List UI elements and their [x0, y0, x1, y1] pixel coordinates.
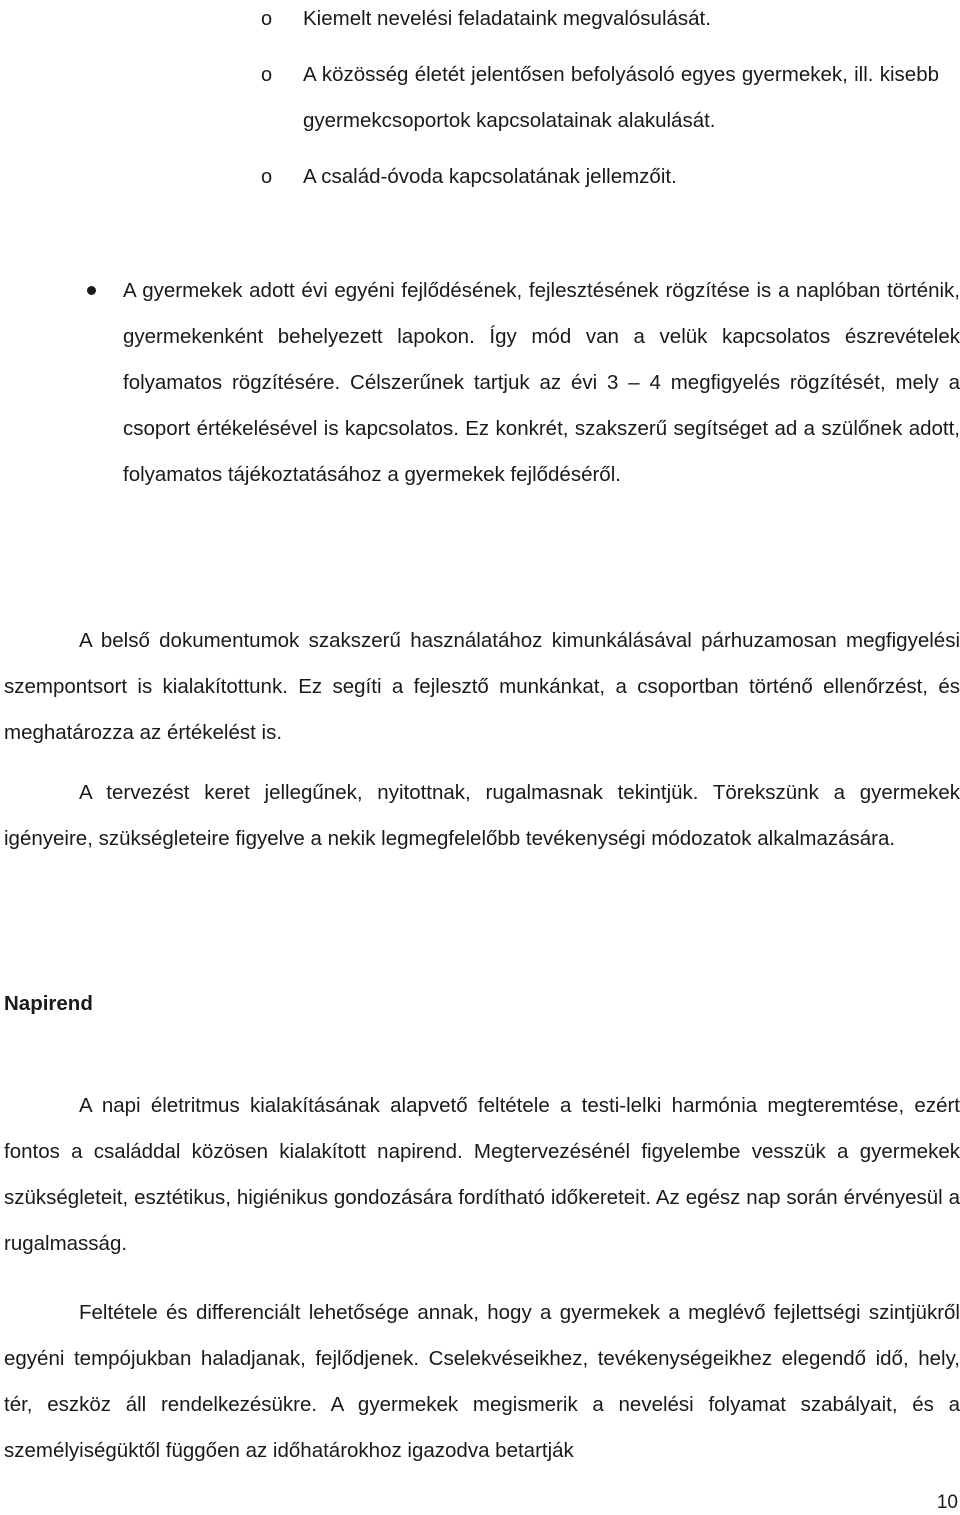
section-heading: Napirend: [4, 992, 93, 1015]
body-paragraph: A napi életritmus kialakításának alapvető feltétele a testi-lelki harmónia megteremtése, ezért fontos a családdal közösen kialakított napirend. Megtervezésénél figyelembe vesszük a gyermekek szükségleteit, esztétikus, higiénikus gondozására fordítható időkereteit. Az egész nap során érvényesül a rugalmasság.: [4, 1094, 960, 1255]
bullet-dot-icon: [87, 286, 96, 295]
circle-bullet-icon: o: [261, 166, 273, 188]
bullet-item-text: A gyermekek adott évi egyéni fejlődésének, fejlesztésének rögzítése is a naplóban történik, gyermekenként behelyezett lapokon. Így mód van a velük kapcsolatos észrevételek folyamatos rögzítésére. Célszerűnek tartjuk az évi 3 – 4 megfigyelés rögzítését, mely a csoport értékelésével is kapcsolatos. Ez konkrét, szakszerű segítséget ad a szülőnek adott, folyamatos tájékoztatásához a gyermekek fejlődéséről.: [123, 279, 960, 486]
sub-list-item-text: A család-óvoda kapcsolatának jellemzőit.: [303, 165, 677, 188]
page-number: 10: [936, 1492, 958, 1513]
circle-bullet-icon: o: [261, 8, 273, 30]
body-paragraph: A belső dokumentumok szakszerű használatához kimunkálásával párhuzamosan megfigyelési szempontsort is kialakítottunk. Ez segíti a fejlesztő munkánkat, a csoportban történő ellenőrzést, és meghatározza az értékelést is.: [4, 629, 960, 744]
sub-list-item-text: A közösség életét jelentősen befolyásoló egyes gyermekek, ill. kisebb gyermekcsoportok kapcsolatainak alakulását.: [303, 63, 939, 132]
circle-bullet-icon: o: [261, 64, 273, 86]
body-paragraph: Feltétele és differenciált lehetősége annak, hogy a gyermekek a meglévő fejlettségi szintjükről egyéni tempójukban haladjanak, fejlődjenek. Cselekvéseikhez, tevékenységeikhez elegendő idő, hely, tér, eszköz áll rendelkezésükre. A gyermekek megismerik a nevelési folyamat szabályait, és a személyiségüktől függően az időhatárokhoz igazodva betartják: [4, 1301, 960, 1462]
body-paragraph: A tervezést keret jellegűnek, nyitottnak, rugalmasnak tekintjük. Törekszünk a gyermekek igényeire, szükségleteire figyelve a nekik legmegfelelőbb tevékenységi módozatok alkalmazására.: [4, 781, 960, 850]
sub-list-item-text: Kiemelt nevelési feladataink megvalósulását.: [303, 7, 711, 30]
